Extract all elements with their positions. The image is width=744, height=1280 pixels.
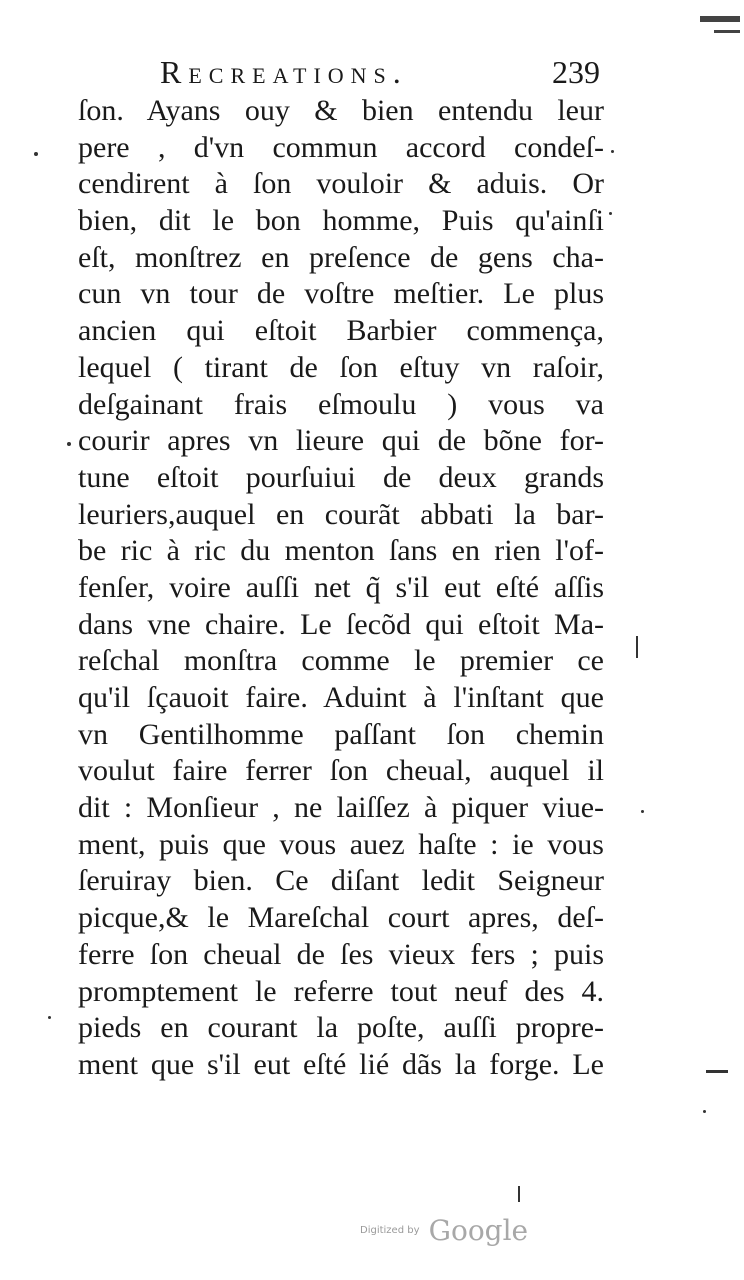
text-line: be ric à ric du menton ſans en rien l'of- xyxy=(78,534,604,568)
text-line: ferre ſon cheual de ſes vieux fers ; puis xyxy=(78,937,604,971)
text-line: cendirent à ſon vouloir & aduis. Or xyxy=(78,167,604,201)
text-line: vn Gentilhomme paſſant ſon chemin xyxy=(78,717,604,751)
text-line: cun vn tour de voſtre meſtier. Le plus xyxy=(78,277,604,311)
scan-mark xyxy=(706,1070,728,1073)
text-line: dans vne chaire. Le ſecõd qui eſtoit Ma- xyxy=(78,607,604,641)
text-line: pieds en courant la poſte, auſſi propre- xyxy=(78,1011,604,1045)
page-number: 239 xyxy=(552,54,600,90)
running-head xyxy=(160,52,600,92)
digitized-by-label: Digitized by xyxy=(360,1225,420,1236)
text-line: ſeruiray bien. Ce diſant ledit Seigneur xyxy=(78,864,604,898)
text-line: courir apres vn lieure qui de bõne for- xyxy=(78,424,604,458)
text-line: fenſer, voire auſſi net q̃ s'il eut eſté aſſis xyxy=(78,570,604,604)
text-line: ment, puis que vous auez haſte : ie vous xyxy=(78,827,604,861)
scan-mark xyxy=(636,636,638,658)
text-line: dit : Monſieur , ne laiſſez à piquer viue- xyxy=(78,791,604,825)
text-line: bien, dit le bon homme, Puis qu'ainſi xyxy=(78,204,604,238)
scan-speck xyxy=(611,150,614,153)
text-line: voulut faire ferrer ſon cheual, auquel il xyxy=(78,754,604,788)
text-line: pere , d'vn commun accord condeſ- xyxy=(78,130,604,164)
text-line: eſt, monſtrez en preſence de gens cha- xyxy=(78,240,604,274)
text-line: ſon. Ayans ouy & bien entendu leur xyxy=(78,94,604,127)
scan-speck xyxy=(48,1016,51,1019)
scan-speck xyxy=(703,1110,706,1113)
scan-speck xyxy=(67,442,71,446)
text-line: deſgainant frais eſmoulu ) vous va xyxy=(78,387,604,421)
page-edge-mark xyxy=(700,16,740,22)
text-line: promptement le referre tout neuf des 4. xyxy=(78,974,604,1008)
text-line: lequel ( tirant de ſon eſtuy vn raſoir, xyxy=(78,350,604,384)
running-title: Recreations. xyxy=(160,54,408,90)
text-line: reſchal monſtra comme le premier ce xyxy=(78,644,604,678)
text-line: picque,& le Mareſchal court apres, deſ- xyxy=(78,901,604,935)
text-line: ancien qui eſtoit Barbier commença, xyxy=(78,314,604,348)
body-text xyxy=(78,93,604,1084)
scan-speck xyxy=(34,152,38,156)
text-line: tune eſtoit pourſuiui de deux grands xyxy=(78,460,604,494)
scan-speck xyxy=(641,810,644,813)
scan-speck xyxy=(609,212,612,215)
scan-mark xyxy=(518,1186,520,1202)
text-line: leuriers,auquel en courãt abbati la bar- xyxy=(78,497,604,531)
text-line: qu'il ſçauoit faire. Aduint à l'inſtant que xyxy=(78,681,604,714)
page-edge-mark xyxy=(714,30,740,33)
text-line: ment que s'il eut eſté lié dãs la forge. Le xyxy=(78,1047,604,1081)
digitized-watermark xyxy=(360,1214,528,1254)
google-logo: Google xyxy=(428,1214,529,1247)
